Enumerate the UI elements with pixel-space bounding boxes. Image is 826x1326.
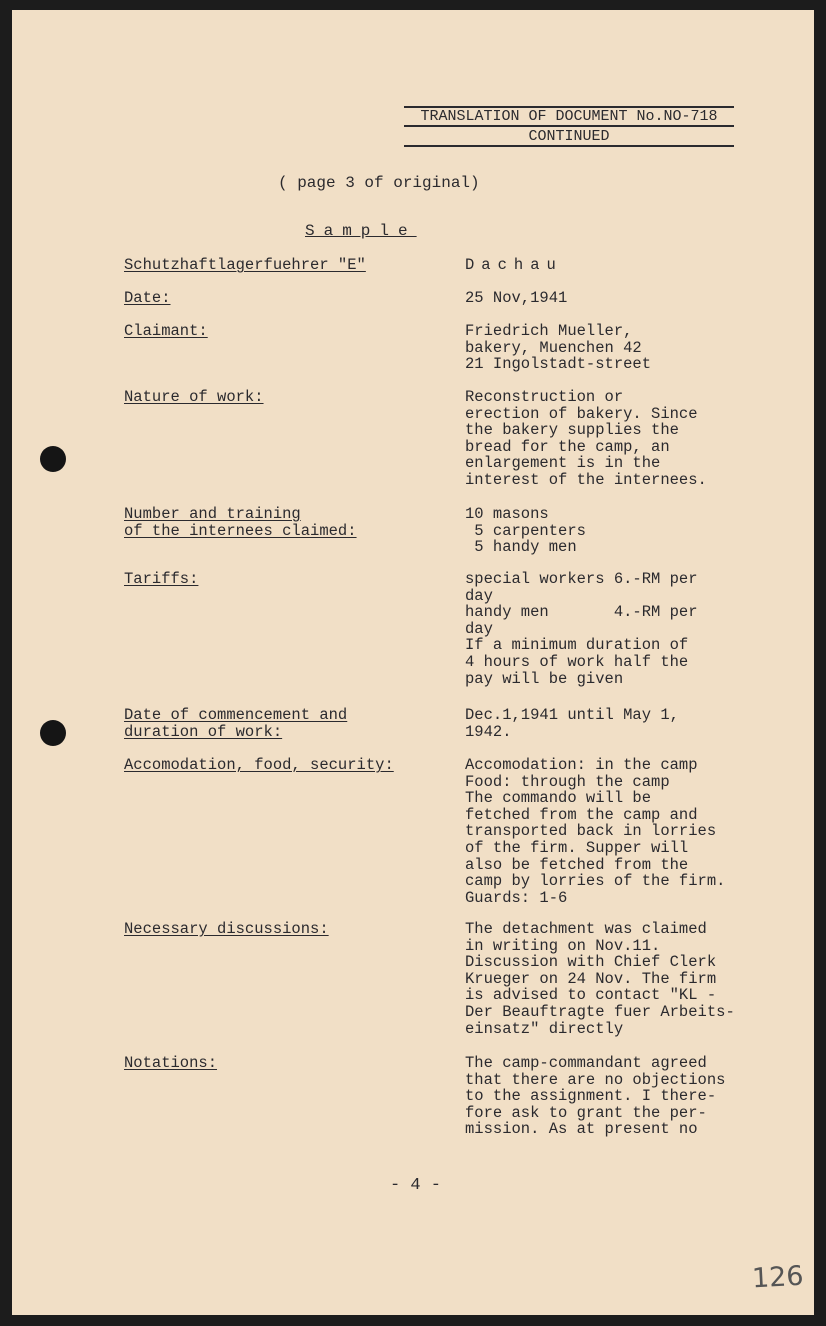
row-value: 25 Nov,1941	[465, 289, 568, 307]
punch-hole	[40, 446, 66, 472]
punch-hole	[40, 720, 66, 746]
row-label: Tariffs:	[124, 570, 199, 588]
row-label: Date:	[124, 289, 171, 307]
row-value: special workers 6.-RM per day handy men 4.-RM per day If a minimum duration of 4 hours of work half the pay will be given	[465, 570, 698, 688]
row-label: Date of commencement and duration of work:	[124, 706, 348, 741]
row-label: Notations:	[124, 1054, 218, 1072]
header-subtitle: CONTINUED	[404, 128, 734, 147]
row-value: 10 masons 5 carpenters 5 handy men	[465, 505, 586, 557]
row-label: Claimant:	[124, 322, 208, 340]
row-value: The detachment was claimed in writing on Nov.11. Discussion with Chief Clerk Krueger on 24 Nov. The firm is advised to contact "KL - Der Beauftragte fuer Arbeits- einsatz" directly	[465, 920, 735, 1038]
row-label: Necessary discussions:	[124, 920, 329, 938]
row-label: Schutzhaftlagerfuehrer "E"	[124, 256, 366, 274]
row-value: Accomodation: in the camp Food: through the camp The commando will be fetched from the camp and transported back in lorries of the firm. Supper will also be fetched from the camp by lorries of the firm. Guards: 1-6	[465, 756, 726, 907]
sample-title: Sample	[305, 222, 417, 240]
row-label: Accomodation, food, security:	[124, 756, 394, 774]
row-value: Friedrich Mueller, bakery, Muenchen 42 21 Ingolstadt-street	[465, 322, 652, 374]
row-value: The camp-commandant agreed that there are no objections to the assignment. I there- fore ask to grant the per- mission. As at present no	[465, 1054, 726, 1139]
page-note: ( page 3 of original)	[278, 174, 480, 192]
archive-number: 126	[751, 1260, 805, 1295]
row-value: Dachau	[465, 256, 563, 274]
row-label: Number and training of the internees claimed:	[124, 505, 357, 540]
row-value: Dec.1,1941 until May 1, 1942.	[465, 706, 679, 741]
row-label: Nature of work:	[124, 388, 264, 406]
page-number: - 4 -	[390, 1176, 442, 1195]
row-value: Reconstruction or erection of bakery. Since the bakery supplies the bread for the camp, an enlargement is in the interest of the internees.	[465, 388, 707, 489]
header-title: TRANSLATION OF DOCUMENT No.NO-718	[404, 106, 734, 127]
document-header	[404, 106, 734, 147]
